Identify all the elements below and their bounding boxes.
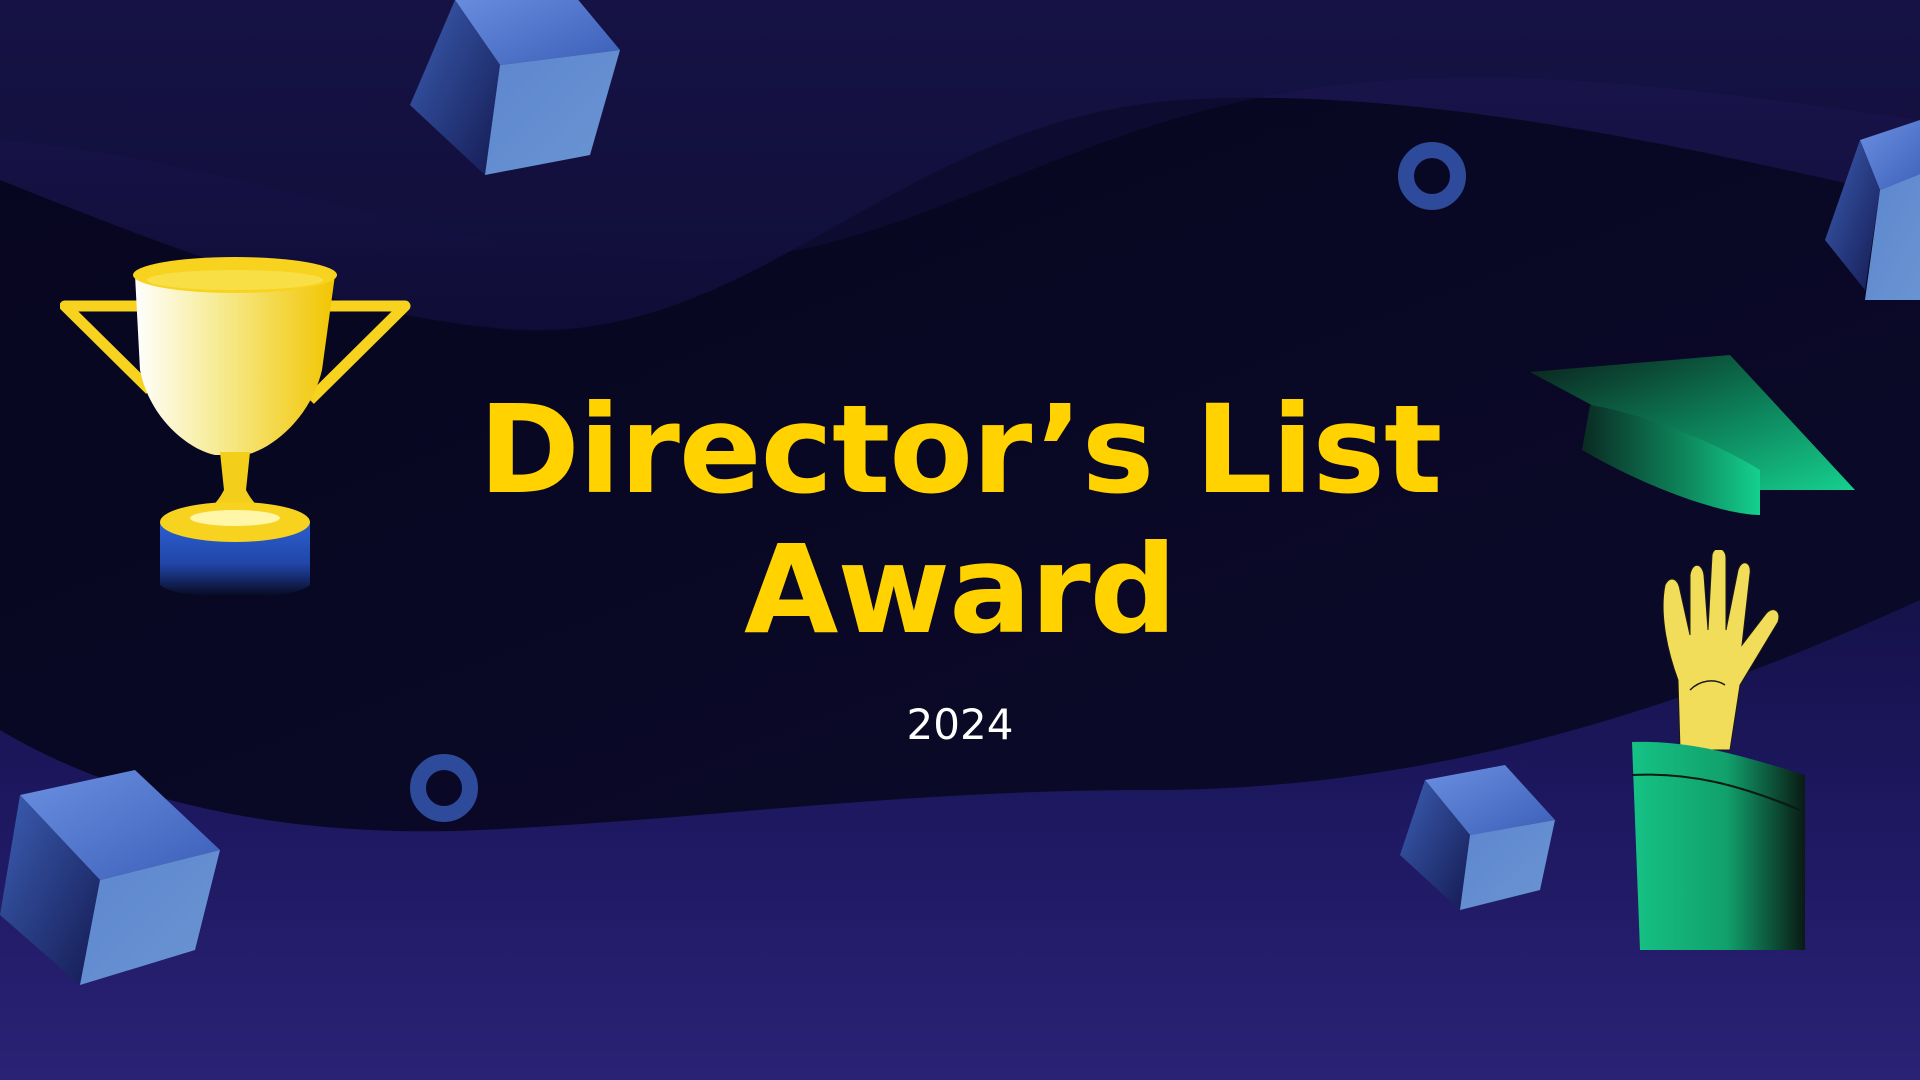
title-line-1: Director’s List <box>478 379 1442 521</box>
cube-icon <box>1400 760 1565 915</box>
ring-icon <box>1396 140 1468 212</box>
title-line-2: Award <box>744 519 1176 661</box>
cube-icon <box>0 765 230 990</box>
award-year: 2024 <box>906 700 1014 749</box>
cube-icon <box>400 0 630 190</box>
ring-icon <box>408 752 480 824</box>
cube-icon <box>1820 110 1920 310</box>
award-title <box>0 380 1920 660</box>
